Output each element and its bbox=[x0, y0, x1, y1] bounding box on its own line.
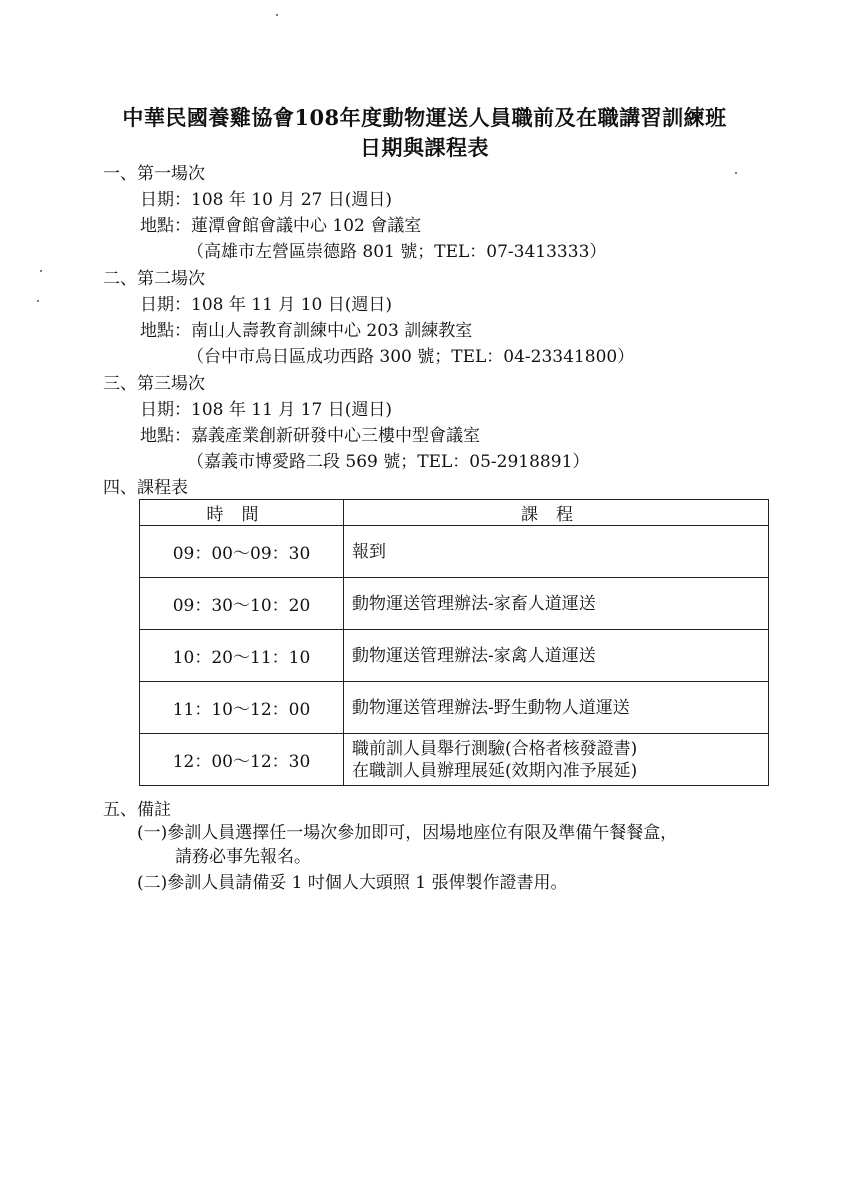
schedule-body bbox=[140, 526, 769, 786]
session-1-venue: 地點：蓮潭會館會議中心 102 會議室 bbox=[140, 216, 422, 236]
course-cell bbox=[344, 682, 769, 734]
time-cell: 10：20～11：10 bbox=[140, 630, 344, 682]
scan-speck bbox=[37, 300, 39, 302]
course-text: 動物運送管理辦法-野生動物人道運送 bbox=[352, 697, 630, 718]
session-3-date: 日期：108 年 11 月 17 日(週日) bbox=[140, 400, 392, 420]
course-text: 動物運送管理辦法-家畜人道運送 bbox=[352, 593, 596, 614]
course-text: 在職訓人員辦理展延(效期內准予展延) bbox=[352, 760, 638, 781]
schedule-table bbox=[139, 499, 769, 786]
document-subtitle: 日期與課程表 bbox=[360, 135, 489, 160]
note-2: (二)參訓人員請備妥 1 吋個人大頭照 1 張俾製作證書用。 bbox=[137, 873, 568, 893]
time-cell: 09：00～09：30 bbox=[140, 526, 344, 578]
time-cell: 09：30～10：20 bbox=[140, 578, 344, 630]
session-2-date: 日期：108 年 11 月 10 日(週日) bbox=[140, 295, 392, 315]
course-cell bbox=[344, 630, 769, 682]
table-row bbox=[140, 734, 769, 786]
note-1-line-1: (一)參訓人員選擇任一場次參加即可，因場地座位有限及準備午餐餐盒， bbox=[137, 823, 678, 843]
scan-speck bbox=[40, 270, 42, 272]
course-cell bbox=[344, 526, 769, 578]
header-time: 時間 bbox=[140, 500, 344, 526]
session-1-heading: 一、第一場次 bbox=[103, 164, 205, 184]
course-text: 職前訓人員舉行測驗(合格者核發證書) bbox=[352, 738, 638, 759]
scan-speck bbox=[735, 172, 737, 174]
session-3-venue: 地點：嘉義產業創新研發中心三樓中型會議室 bbox=[140, 426, 480, 446]
table-row bbox=[140, 526, 769, 578]
course-text: 報到 bbox=[352, 541, 386, 562]
session-3-heading: 三、第三場次 bbox=[103, 374, 205, 394]
course-cell bbox=[344, 578, 769, 630]
note-1-line-2: 請務必事先報名。 bbox=[175, 847, 311, 867]
session-1-date: 日期：108 年 10 月 27 日(週日) bbox=[140, 190, 392, 210]
session-2-venue: 地點：南山人壽教育訓練中心 203 訓練教室 bbox=[140, 321, 473, 341]
header-course: 課程 bbox=[344, 500, 769, 526]
notes-heading: 五、備註 bbox=[103, 800, 171, 820]
course-cell bbox=[344, 734, 769, 786]
table-row bbox=[140, 578, 769, 630]
table-row bbox=[140, 630, 769, 682]
session-2-heading: 二、第二場次 bbox=[103, 269, 205, 289]
scan-speck bbox=[276, 14, 278, 16]
table-row bbox=[140, 682, 769, 734]
schedule-heading: 四、課程表 bbox=[103, 478, 188, 498]
session-3-address: （嘉義市博愛路二段 569 號；TEL：05-2918891） bbox=[187, 452, 590, 472]
table-header-row bbox=[140, 500, 769, 526]
time-cell: 11：10～12：00 bbox=[140, 682, 344, 734]
session-1-address: （高雄市左營區崇德路 801 號；TEL：07-3413333） bbox=[187, 242, 607, 262]
time-cell: 12：00～12：30 bbox=[140, 734, 344, 786]
session-2-address: （台中市烏日區成功西路 300 號；TEL：04-23341800） bbox=[187, 347, 635, 367]
document-title: 中華民國養雞協會108年度動物運送人員職前及在職講習訓練班 bbox=[122, 105, 727, 130]
course-text: 動物運送管理辦法-家禽人道運送 bbox=[352, 645, 596, 666]
